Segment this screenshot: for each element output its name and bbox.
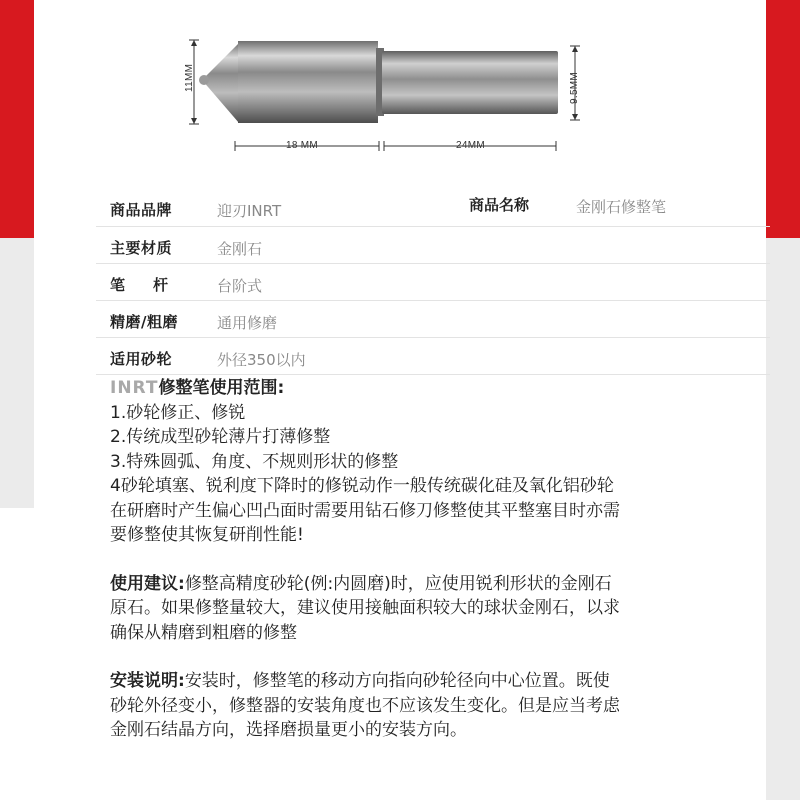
install-lead: 安装说明:: [110, 671, 185, 691]
shaft-value: 台阶式: [217, 277, 263, 295]
spec-row-brand: [96, 186, 770, 227]
spec-row-material: [96, 227, 770, 264]
scope-title-text: 修整笔使用范围:: [158, 378, 285, 398]
product-name-label: 商品名称: [469, 196, 530, 214]
install-line-3: 金刚石结晶方向，选择磨损量更小的安装方向。: [110, 720, 467, 740]
spacer: [110, 548, 750, 572]
dresser-pen-image: [34, 0, 766, 180]
length-24-label: 24MM: [456, 140, 485, 151]
install-line-1: [110, 669, 750, 694]
diameter-11-label: 11MM: [184, 63, 195, 92]
spec-row-grinding: [96, 301, 770, 338]
scope-item-3: 3.特殊圆弧、角度、不规则形状的修整: [110, 451, 399, 472]
spec-row-wheel: [96, 338, 770, 375]
advice-lead: 使用建议:: [110, 573, 185, 594]
grinding-value: 通用修磨: [217, 314, 278, 332]
left-grey-band: [0, 238, 34, 508]
advice-line-2: 原石。如果修整量较大，建议使用接触面积较大的球状金刚石，以求: [110, 598, 620, 618]
advice-line-3: 确保从精磨到粗磨的修整: [110, 622, 297, 643]
scope-item-4-line-3: 要修整使其恢复研削性能!: [110, 525, 304, 545]
product-drawing: [34, 0, 766, 180]
length-18-label: 18 MM: [286, 140, 319, 151]
usage-content: [110, 376, 750, 743]
pen-body-large: [238, 41, 378, 123]
spec-table: [96, 186, 770, 375]
scope-item-4-line-1: 4砂轮填塞、锐利度下降时的修锐动作一般传统碳化硅及氧化铝砂轮: [110, 476, 614, 496]
scope-title: [110, 376, 750, 401]
right-red-band: [766, 0, 800, 238]
advice-text-1: 修整高精度砂轮(例:内圆磨)时，应使用锐利形状的金刚石: [184, 573, 612, 594]
spacer: [110, 645, 750, 669]
brand-label: 商品品牌: [110, 201, 173, 219]
product-name-value: 金刚石修整笔: [576, 198, 667, 216]
material-label: 主要材质: [110, 239, 173, 257]
grinding-label: 精磨/粗磨: [110, 313, 178, 331]
right-grey-band: [766, 238, 800, 800]
scope-item-2: 2.传统成型砂轮薄片打薄修整: [110, 427, 331, 447]
wheel-label: 适用砂轮: [110, 350, 173, 368]
spec-row-shaft: [96, 264, 770, 301]
material-value: 金刚石: [217, 240, 263, 258]
advice-line-1: [110, 572, 750, 597]
diameter-9-5-label: 9.5MM: [569, 71, 580, 104]
scope-item-1: 1.砂轮修正、修锐: [110, 402, 246, 423]
brand-value: 迎刃INRT: [217, 202, 282, 220]
wheel-value: 外径350以内: [217, 351, 306, 369]
scope-title-brand: INRT: [110, 378, 159, 398]
product-card: [34, 0, 766, 800]
diamond-tip: [199, 75, 209, 85]
shaft-label: 笔杆: [110, 276, 197, 294]
left-red-band: [0, 0, 34, 238]
scope-item-4-line-2: 在研磨时产生偏心凹凸面时需要用钻石修刀修整使其平整塞目时亦需: [110, 500, 620, 521]
install-text-1: 安装时，修整笔的移动方向指向砂轮径向中心位置。既使: [184, 671, 610, 691]
pen-shank: [382, 51, 558, 114]
install-line-2: 砂轮外径变小，修整器的安装角度也不应该发生变化。但是应当考虑: [110, 695, 620, 716]
